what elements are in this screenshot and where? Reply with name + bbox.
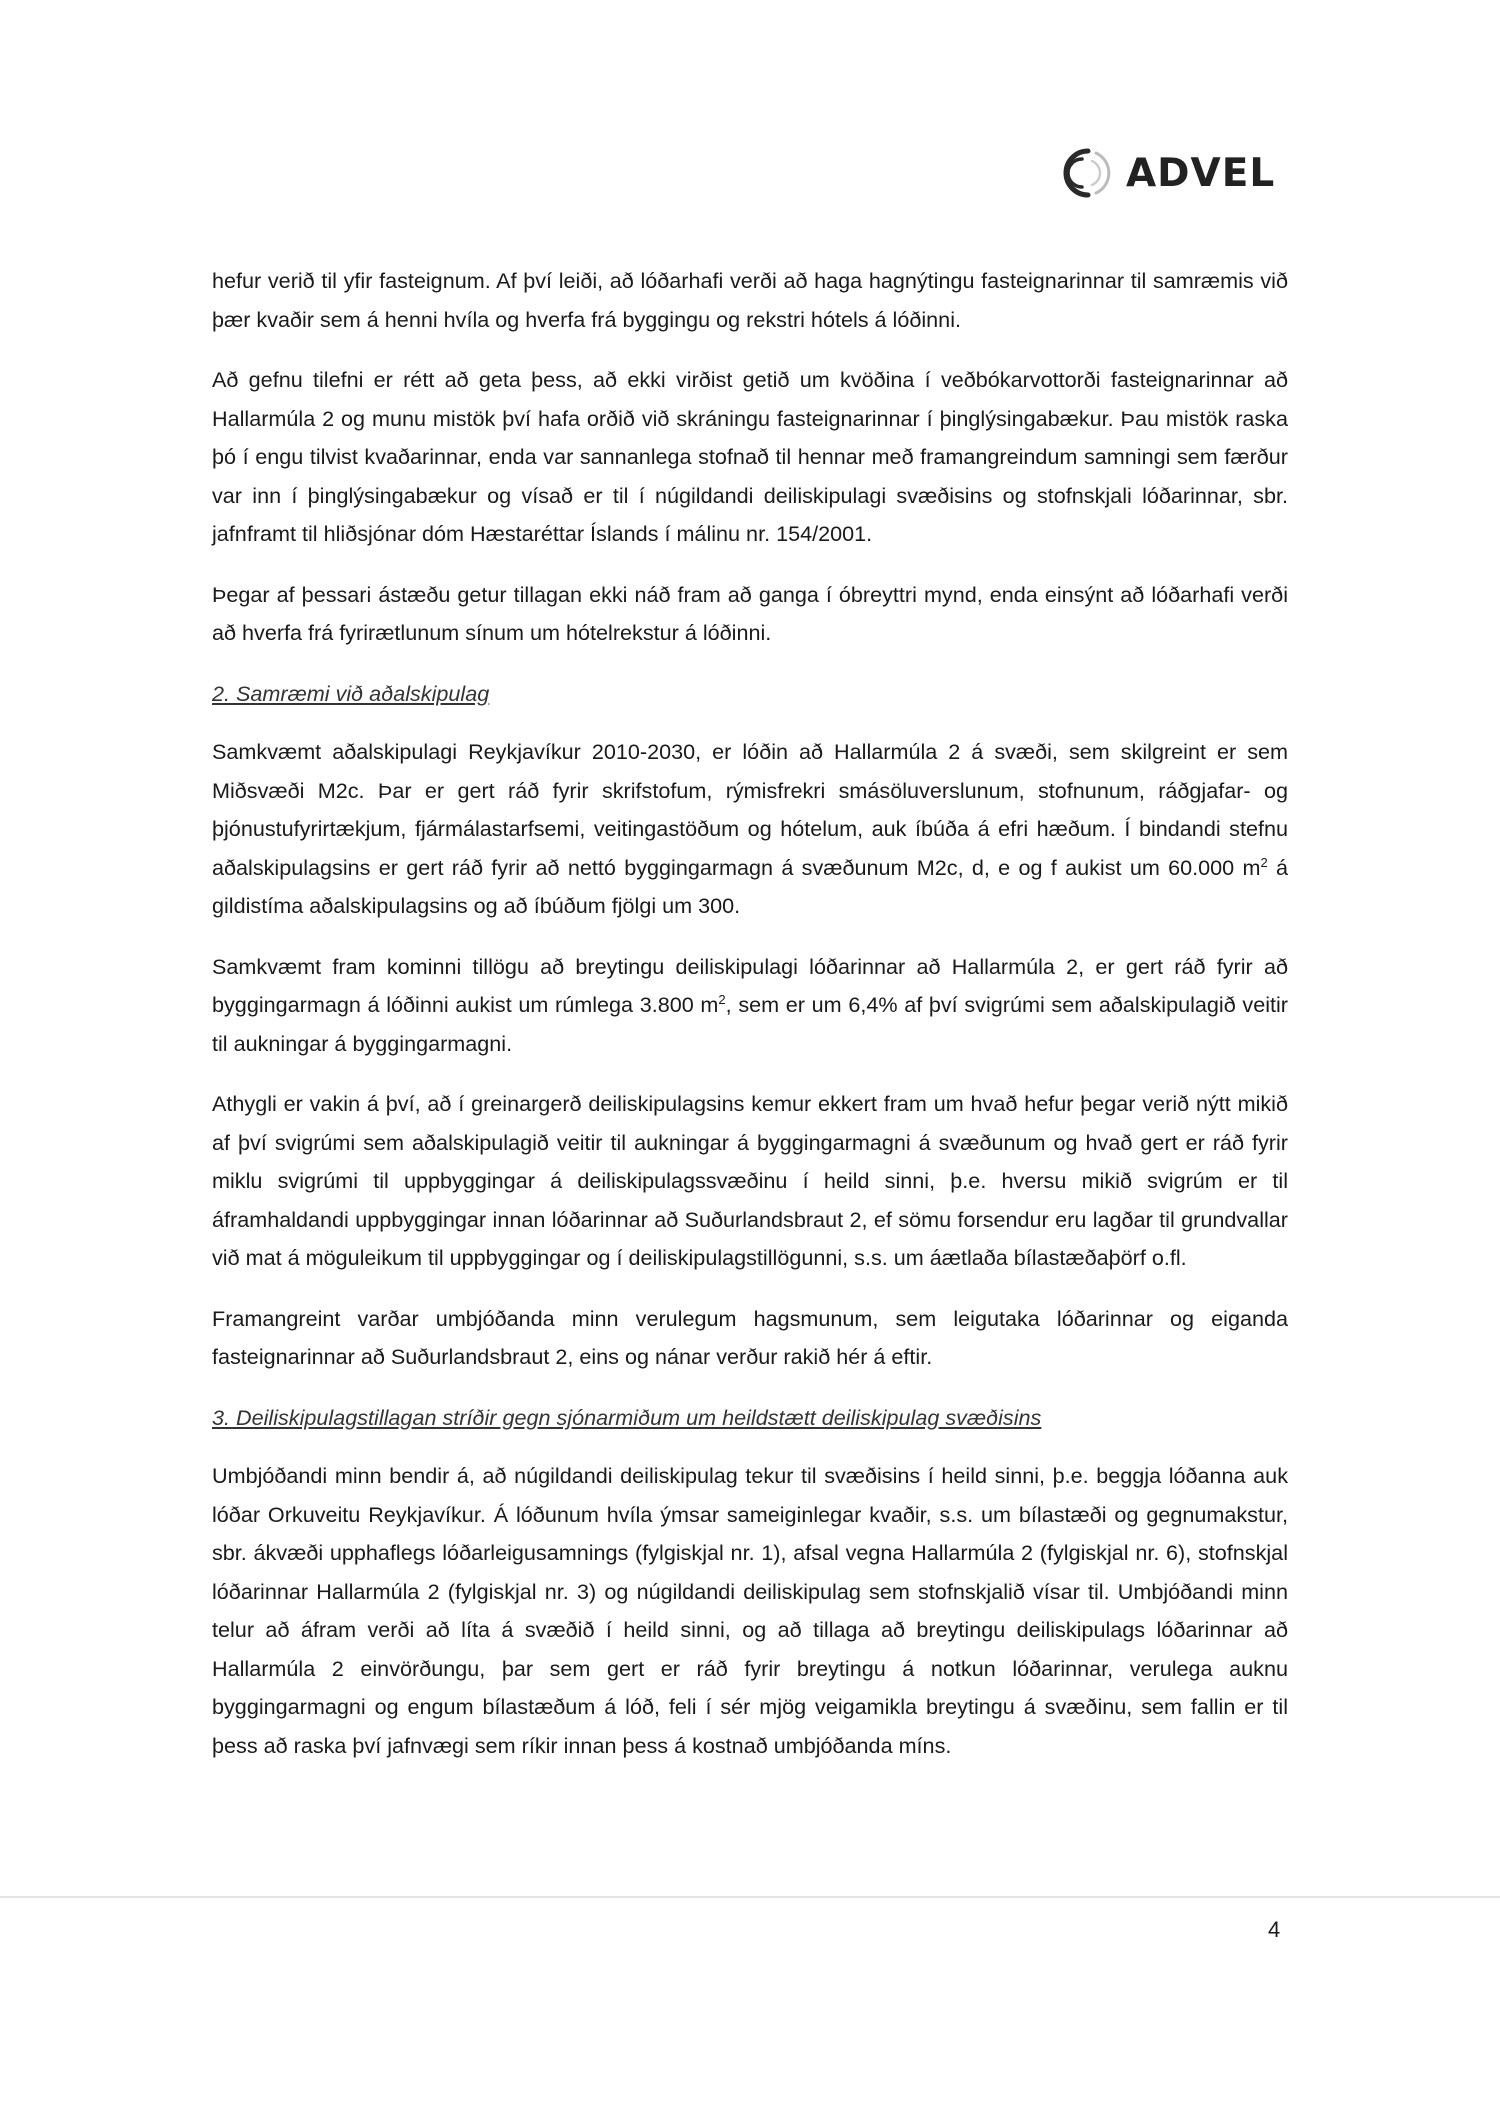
logo-text: ADVEL (1126, 150, 1276, 196)
paragraph: Umbjóðandi minn bendir á, að núgildandi deiliskipulag tekur til svæðisins í heild sinni, þ.e. beggja lóðanna auk lóðar Orkuveitu Reykjavíkur. Á lóðunum hvíla ýmsar sameiginlegar kvaðir, s.s. um bílastæði og gegnumakstur, sbr. ákvæði upphaflegs lóðarleigusamnings (fylgiskjal nr. 1), afsal vegna Hallarmúla 2 (fylgiskjal nr. 6), stofnskjal lóðarinnar Hallarmúla 2 (fylgiskjal nr. 3) og núgildandi deiliskipulag sem stofnskjalið vísar til. Umbjóðandi minn telur að áfram verði að líta á svæðið í heild sinni, og að tillaga að breytingu deiliskipulags lóðarinnar að Hallarmúla 2 einvörðungu, þar sem gert er ráð fyrir breytingu á notkun lóðarinnar, verulega auknu byggingarmagni og engum bílastæðum á lóð, feli í sér mjög veigamikla breytingu á svæðinu, sem fallin er til þess að raska því jafnvægi sem ríkir innan þess á kostnað umbjóðanda míns. (212, 1463, 1288, 1758)
paragraph: Þegar af þessari ástæðu getur tillagan ekki náð fram að ganga í óbreyttri mynd, enda einsýnt að lóðarhafi verði að hverfa frá fyrirætlunum sínum um hótelrekstur á lóðinni. (212, 581, 1288, 645)
paragraph: hefur verið til yfir fasteignum. Af því leiði, að lóðarhafi verði að haga hagnýtingu fasteignarinnar til samræmis við þær kvaðir sem á henni hvíla og hverfa frá byggingu og rekstri hótels á lóðinni. (212, 268, 1288, 332)
paragraph-text: Samkvæmt fram kominni tillögu að breytingu deiliskipulagi lóðarinnar að Hallarmúla 2, er gert ráð fyrir að byggingarmagn á lóðinni aukist um rúmlega 3.800 m (212, 953, 1288, 1017)
superscript: 2 (718, 991, 726, 1007)
superscript: 2 (1260, 854, 1268, 870)
section-heading: 3. Deiliskipulagstillagan stríðir gegn sjónarmiðum um heildstætt deiliskipulag svæðisins (212, 1404, 1042, 1430)
company-logo (1058, 143, 1275, 203)
document-body (212, 262, 1288, 1787)
page-number: 4 (1268, 1917, 1281, 1942)
footer-divider (0, 1896, 1500, 1898)
paragraph: Að gefnu tilefni er rétt að geta þess, að ekki virðist getið um kvöðina í veðbókarvottorði fasteignarinnar að Hallarmúla 2 og munu mistök því hafa orðið við skráningu fasteignarinnar í þinglýsingabækur. Þau mistök raska þó í engu tilvist kvaðarinnar, enda var sannanlega stofnað til hennar með framangreindum samningi sem færður var inn í þinglýsingabækur og vísað er til í núgildandi deiliskipulagi svæðisins og stofnskjali lóðarinnar, sbr. jafnframt til hliðsjónar dóm Hæstaréttar Íslands í málinu nr. 154/2001. (212, 367, 1288, 546)
paragraph (212, 733, 1288, 926)
paragraph (212, 948, 1288, 1064)
section-heading: 2. Samræmi við aðalskipulag (212, 680, 490, 706)
paragraph: Framangreint varðar umbjóðanda minn verulegum hagsmunum, sem leigutaka lóðarinnar og eiganda fasteignarinnar að Suðurlandsbraut 2, eins og nánar verður rakið hér á eftir. (212, 1305, 1288, 1369)
advel-logo-icon (1058, 143, 1120, 203)
paragraph-text: , sem er um 6,4% af því svigrúmi sem aðalskipulagið veitir til aukningar á byggingarmagni. (212, 992, 1288, 1056)
paragraph-text: Samkvæmt aðalskipulagi Reykjavíkur 2010-2030, er lóðin að Hallarmúla 2 á svæði, sem skilgreint er sem Miðsvæði M2c. Þar er gert ráð fyrir skrifstofum, rýmisfrekri smásöluverslunum, stofnunum, ráðgjafar- og þjónustufyrirtækjum, fjármálastarfsemi, veitingastöðum og hótelum, auk íbúða á efri hæðum. Í bindandi stefnu aðalskipulagsins er gert ráð fyrir að nettó byggingarmagn á svæðunum M2c, d, e og f aukist um 60.000 m (212, 739, 1288, 880)
paragraph-text: á gildistíma aðalskipulagsins og að íbúðum fjölgi um 300. (212, 854, 1288, 918)
paragraph: Athygli er vakin á því, að í greinargerð deiliskipulagsins kemur ekkert fram um hvað hefur þegar verið nýtt mikið af því svigrúmi sem aðalskipulagið veitir til aukningar á byggingarmagni á svæðunum og hvað gert er ráð fyrir miklu svigrúmi til uppbyggingar á deiliskipulagssvæðinu í heild sinni, þ.e. hversu mikið svigrúm er til áframhaldandi uppbyggingar innan lóðarinnar að Suðurlandsbraut 2, ef sömu forsendur eru lagðar til grundvallar við mat á möguleikum til uppbyggingar og í deiliskipulagstillögunni, s.s. um áætlaða bílastæðaþörf o.fl. (212, 1091, 1288, 1270)
